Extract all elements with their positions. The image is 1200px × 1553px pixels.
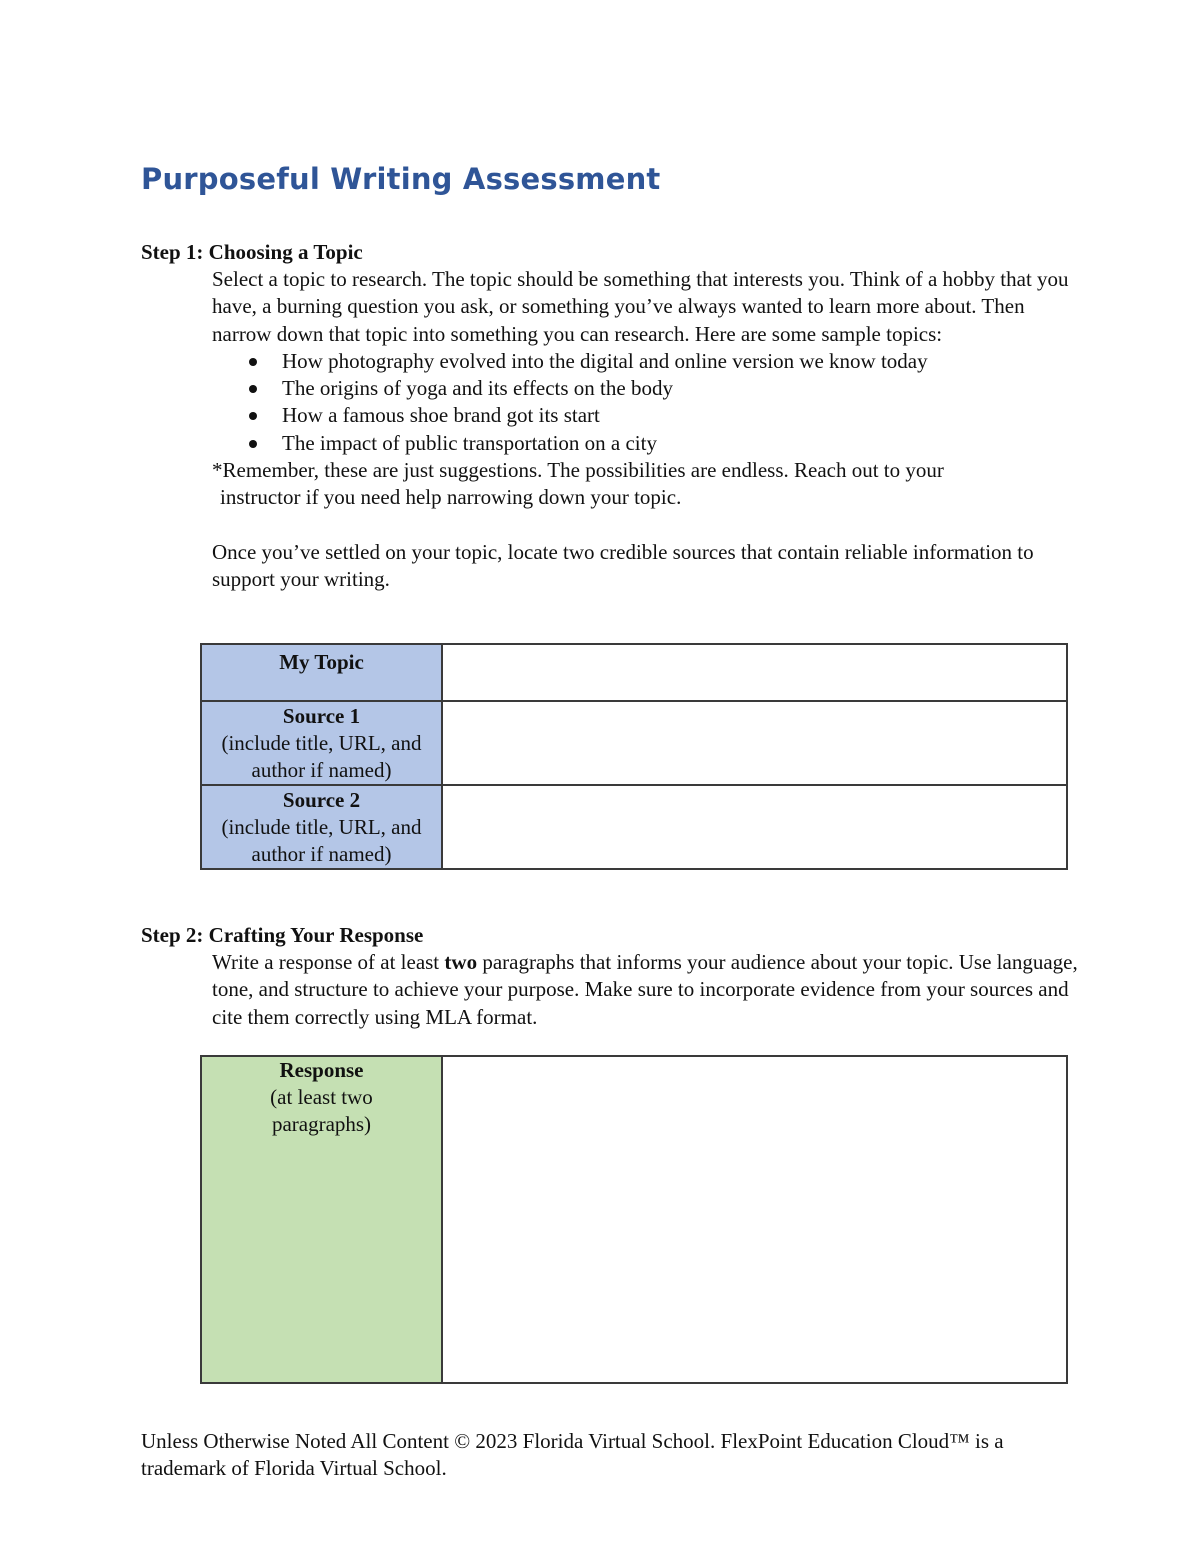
page-title: Purposeful Writing Assessment (141, 162, 661, 196)
source2-label-cell: Source 2 (include title, URL, and author if named) (201, 785, 442, 869)
list-item: How photography evolved into the digital and online version we know today (212, 348, 1082, 375)
step1-heading: Step 1: Choosing a Topic (141, 240, 363, 264)
bullet-icon (249, 440, 257, 448)
response-input[interactable] (442, 1056, 1067, 1383)
sample-topics-list (212, 348, 1082, 457)
source1-input[interactable] (442, 701, 1067, 785)
sources-instruction: Once you’ve settled on your topic, locate two credible sources that contain reliable information to support your writing. (212, 539, 1034, 591)
list-item: The origins of yoga and its effects on the body (212, 375, 1082, 402)
table-row (201, 1056, 1067, 1383)
bullet-icon (249, 385, 257, 393)
step1-intro: Select a topic to research. The topic should be something that interests you. Think of a hobby that you have, a burning question you ask, or something you’ve always wanted to learn more about. Then narrow down that topic into something you can research. Here are some sample topics: (212, 267, 1069, 346)
bullet-icon (249, 412, 257, 420)
source2-input[interactable] (442, 785, 1067, 869)
step2-instruction: Write a response of at least two paragraphs that informs your audience about your topic. Use language, tone, and structure to achieve your purpose. Make sure to incorporate evidence from your sources and cite them correctly using MLA format. (212, 950, 1078, 1029)
bullet-icon (249, 358, 257, 366)
response-table (200, 1055, 1068, 1384)
table-row (201, 644, 1067, 701)
step2-heading: Step 2: Crafting Your Response (141, 923, 424, 947)
reminder-note: *Remember, these are just suggestions. The possibilities are endless. Reach out to your instructor if you need help narrowing down your topic. (212, 458, 944, 510)
list-item: The impact of public transportation on a city (212, 430, 1082, 457)
source1-label-cell: Source 1 (include title, URL, and author if named) (201, 701, 442, 785)
table-row (201, 785, 1067, 869)
table-row (201, 701, 1067, 785)
response-label-cell: Response (at least two paragraphs) (201, 1056, 442, 1383)
list-item: How a famous shoe brand got its start (212, 402, 1082, 429)
step1-body (212, 266, 1082, 593)
topic-sources-table (200, 643, 1068, 870)
my-topic-label-cell: My Topic (201, 644, 442, 701)
my-topic-input[interactable] (442, 644, 1067, 701)
copyright-footer: Unless Otherwise Noted All Content © 2023 Florida Virtual School. FlexPoint Education Cloud™ is a trademark of Florida Virtual School. (141, 1429, 1004, 1481)
